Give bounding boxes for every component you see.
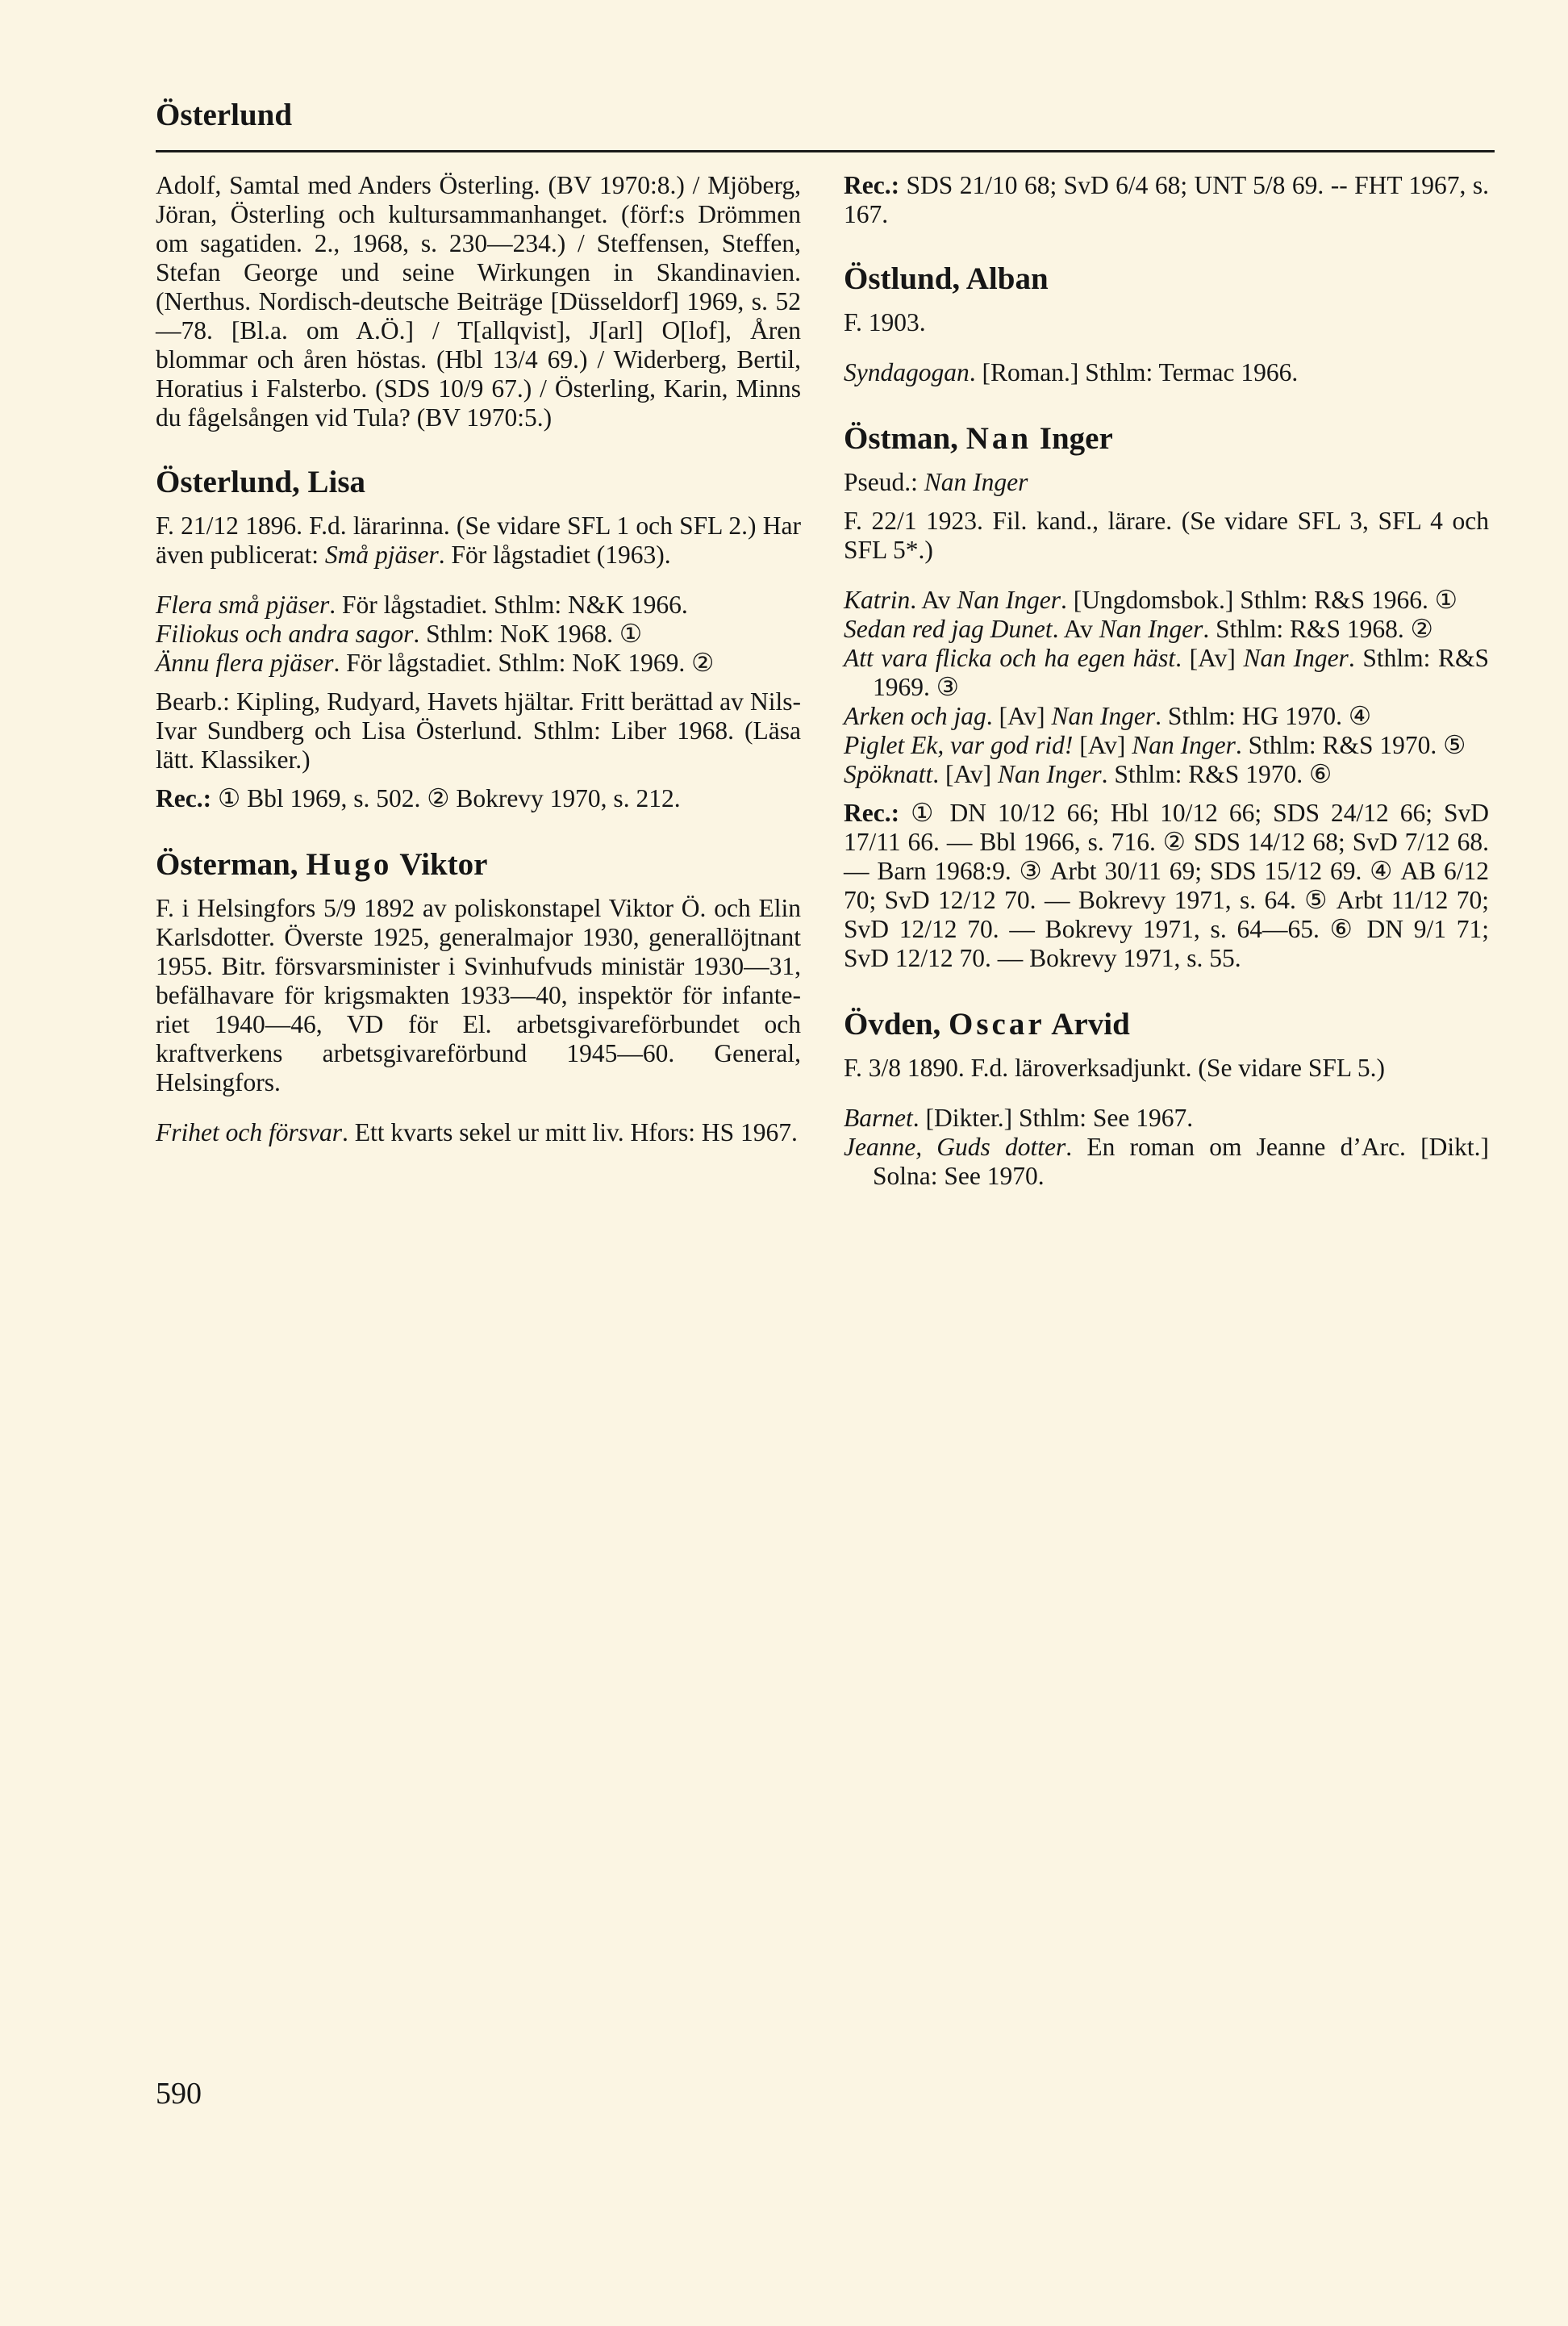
bio-ostman: F. 22/1 1923. Fil. kand., lärare. (Se vidare SFL 3, SFL 4 och SFL 5*.) <box>844 507 1489 564</box>
work-item: Ännu flera pjäser. För lågstadiet. Sthlm: NoK 1969. ② <box>156 649 715 677</box>
header-rule <box>156 150 1495 152</box>
work-item: Syndagogan. [Roman.] Sthlm: Termac 1966. <box>844 358 1299 386</box>
work-item: Piglet Ek, var god rid! [Av] Nan Inger. Sthlm: R&S 1970. ⑤ <box>844 731 1466 759</box>
work-item: Filiokus och andra sagor. Sthlm: NoK 1968. ① <box>156 620 643 648</box>
bio-osterlund-lisa: F. 21/12 1896. F.d. lärarinna. (Se vidare SFL 1 och SFL 2.) Har även publicerat: Små pjäser. För lågstadiet (1963). <box>156 512 801 569</box>
bio-ovden: F. 3/8 1890. F.d. läroverksadjunkt. (Se vidare SFL 5.) <box>844 1054 1385 1082</box>
entry-heading-ostlund: Östlund, Alban <box>844 261 1049 296</box>
rec-osterlund-lisa: Rec.: ① Bbl 1969, s. 502. ② Bokrevy 1970, s. 212. <box>156 784 681 812</box>
entry-heading-osterman: Österman, Hugo Viktor <box>156 847 488 882</box>
work-item: Flera små pjäser. För lågstadiet. Sthlm: N&K 1966. <box>156 591 688 619</box>
rec-top: Rec.: SDS 21/10 68; SvD 6/4 68; UNT 5/8 69. -- FHT 1967, s. 167. <box>844 171 1489 228</box>
bio-osterman: F. i Helsingfors 5/9 1892 av poliskonstapel Viktor Ö. och Elin Karlsdotter. Överste 1925, generalmajor 1930, generallöjtnant 1955. Bitr. försvarsminister i Svinhufvuds ministär 1930—31, befälhavare för krigsmakten 1933—40, inspektör för infanteriet 1940—46, VD för El. arbetsgivareförbundet och kraftverkens arbetsgivareförbund 1945—60. General, Helsingfors. <box>156 894 801 1096</box>
work-item: Jeanne, Guds dotter. En roman om Jeanne d’Arc. [Dikt.] Solna: See 1970. <box>844 1133 1489 1190</box>
work-item: Barnet. [Dikter.] Sthlm: See 1967. <box>844 1104 1194 1132</box>
work-item: Arken och jag. [Av] Nan Inger. Sthlm: HG 1970. ④ <box>844 702 1372 730</box>
running-head: Österlund <box>156 98 293 132</box>
left-column <box>156 171 801 1147</box>
pseud-ostman: Pseud.: Nan Inger <box>844 468 1028 496</box>
entry-heading-ostman: Östman, Nan Inger <box>844 421 1113 456</box>
right-column <box>844 171 1489 1191</box>
page-number: 590 <box>156 2077 202 2111</box>
rec-ostman: Rec.: ① DN 10/12 66; Hbl 10/12 66; SDS 24/12 66; SvD 17/11 66. — Bbl 1966, s. 716. ② SDS 14/12 68; SvD 7/12 68. — Barn 1968:9. ③ Arbt 30/11 69; SDS 15/12 69. ④ AB 6/12 70; SvD 12/12 70. — Bokrevy 1971, s. 64. ⑤ Arbt 11/12 70; SvD 12/12 70. — Bokrevy 1971, s. 64—65. ⑥ DN 9/1 71; SvD 12/12 70. — Bokrevy 1971, s. 55. <box>844 799 1489 972</box>
bio-ostlund: F. 1903. <box>844 308 926 336</box>
intro-paragraph: Adolf, Samtal med Anders Österling. (BV 1970:8.) / Mjöberg, Jöran, Österling och kultursammanhanget. (förf:s Drömmen om sagatiden. 2., 1968, s. 230—234.) / Steffensen, Steffen, Stefan George und seine Wirkungen in Skandinavien. (Nerthus. Nordisch-deutsche Beiträge [Düsseldorf] 1969, s. 52—78. [Bl.a. om A.Ö.] / T[allqvist], J[arl] O[lof], Åren blommar och åren höstas. (Hbl 13/4 69.) / Widerberg, Bertil, Horatius i Falsterbo. (SDS 10/9 67.) / Österling, Karin, Minns du fågelsången vid Tula? (BV 1970:5.) <box>156 171 801 432</box>
work-item: Frihet och försvar. Ett kvarts sekel ur mitt liv. Hfors: HS 1967. <box>156 1118 798 1146</box>
entry-heading-osterlund-lisa: Österlund, Lisa <box>156 465 366 499</box>
work-item: Katrin. Av Nan Inger. [Ungdomsbok.] Sthlm: R&S 1966. ① <box>844 586 1458 614</box>
bearb-note: Bearb.: Kipling, Rudyard, Havets hjältar. Fritt berättad av Nils-Ivar Sundberg och Lisa Österlund. Sthlm: Liber 1968. (Läsa lätt. Klassiker.) <box>156 687 801 774</box>
work-item: Sedan red jag Dunet. Av Nan Inger. Sthlm: R&S 1968. ② <box>844 615 1433 643</box>
entry-heading-ovden: Övden, Oscar Arvid <box>844 1007 1130 1042</box>
work-item: Spöknatt. [Av] Nan Inger. Sthlm: R&S 1970. ⑥ <box>844 760 1332 788</box>
work-item: Att vara flicka och ha egen häst. [Av] Nan Inger. Sthlm: R&S 1969. ③ <box>844 644 1490 701</box>
